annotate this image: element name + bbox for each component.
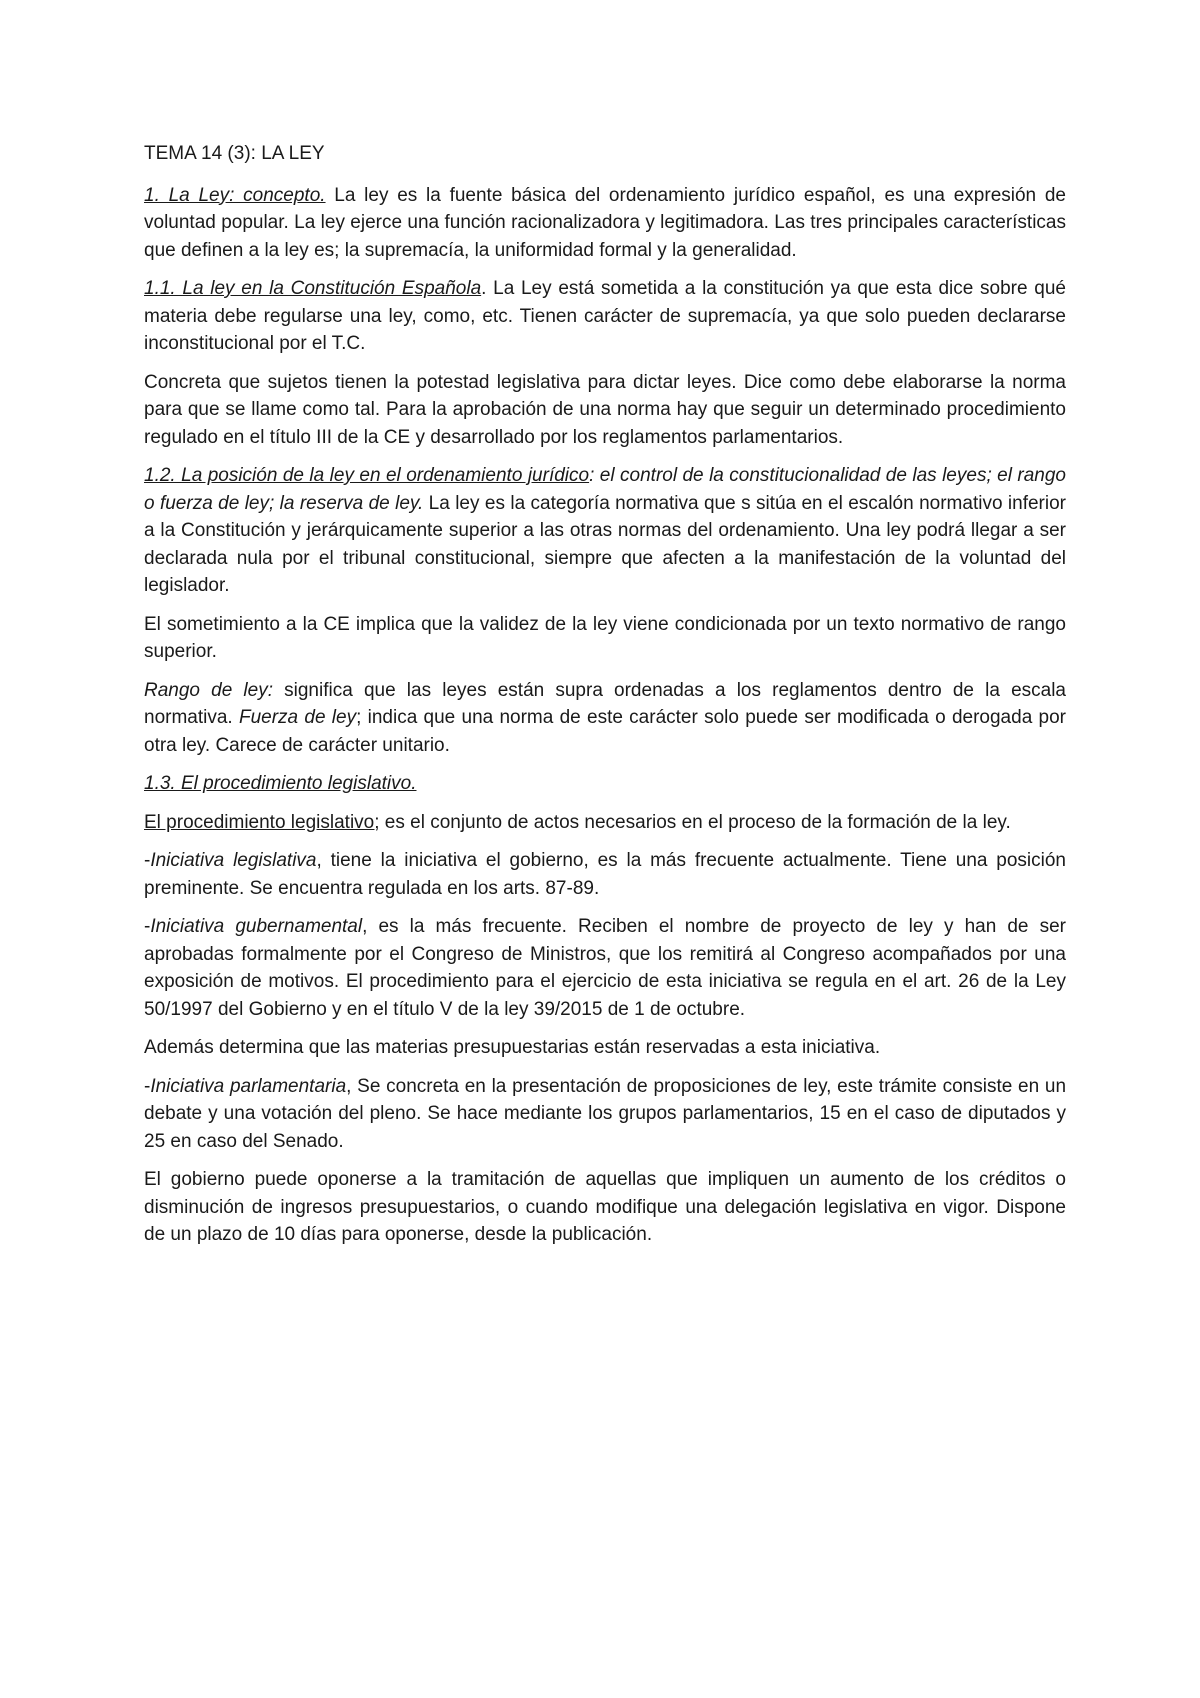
term-iniciativa-legislativa: Iniciativa legislativa — [150, 850, 317, 871]
paragraph-text: Concreta que sujetos tienen la potestad legislativa para dictar leyes. Dice como debe elaborarse la norma para que se llame como tal. Para la aprobación de una norma hay que seguir un determinado procedimiento regulado en el título III de la CE y desarrollado por los reglamentos parlamentarios. — [144, 371, 1066, 448]
paragraph-rank — [144, 677, 1066, 760]
paragraph-government-initiative — [144, 913, 1066, 1023]
paragraph-text: ; indica que una norma de este carácter solo puede ser modificada o derogada por otra ley. Carece de carácter unitario. — [144, 707, 1066, 756]
term-fuerza-de-ley: Fuerza de ley — [238, 707, 357, 728]
paragraph-text: La ley es la fuente básica del ordenamiento jurídico español, es una expresión de voluntad popular. La ley ejerce una función racionalizadora y legitimadora. Las tres principales características que definen a la ley es; la supremacía, la uniformidad formal y la generalidad. — [144, 184, 1067, 261]
term-iniciativa-gubernamental: Iniciativa gubernamental — [150, 916, 363, 937]
paragraph-text: La ley es la categoría normativa que s sitúa en el escalón normativo inferior a la Constitución y jerárquicamente superior a las otras normas del ordenamiento. Una ley podrá llegar a ser declarada nula por el tribunal constitucional, siempre que afecten a la manifestación de la voluntad del legislador. — [144, 492, 1066, 596]
term-iniciativa-parlamentaria: Iniciativa parlamentaria — [150, 1075, 347, 1097]
paragraph-legislative-power — [144, 369, 1066, 452]
term-procedimiento-legislativo: El procedimiento legislativo; — [144, 811, 380, 833]
section-heading-1-1: 1.1. La ley en la Constitución Española — [144, 278, 482, 299]
paragraph-government-opposition — [144, 1166, 1066, 1249]
dash: - — [144, 1075, 151, 1097]
paragraph-text: El sometimiento a la CE implica que la validez de la ley viene condicionada por un texto normativo de rango superior. — [144, 613, 1066, 662]
paragraph-legislative-initiative — [144, 847, 1066, 902]
dash: - — [144, 850, 151, 871]
paragraph-text: , Se concreta en la presentación de proposiciones de ley, este trámite consiste en un debate y una votación del pleno. Se hace mediante los grupos parlamentarios, 15 en el caso de diputados y 25 en caso del Senado. — [144, 1075, 1067, 1152]
paragraph-text: , tiene la iniciativa el gobierno, es la más frecuente actualmente. Tiene una posición preminente. Se encuentra regulada en los arts. 87-89. — [144, 850, 1066, 899]
paragraph-constitution — [144, 275, 1066, 358]
paragraph-text: es el conjunto de actos necesarios en el proceso de la formación de la ley. — [379, 811, 1011, 833]
paragraph-concept — [144, 182, 1066, 265]
dash: - — [144, 916, 151, 937]
paragraph-text: , es la más frecuente. Reciben el nombre de proyecto de ley y han de ser aprobadas formalmente por el Congreso de Ministros, que los remitirá al Congreso acompañados por una exposición de motivos. El procedimiento para el ejercicio de esta iniciativa se regula en el art. 26 de la Ley 50/1997 del Gobierno y en el título V de la ley 39/2015 de 1 de octubre. — [144, 916, 1066, 1020]
paragraph-text: significa que las leyes están supra ordenadas a los reglamentos dentro de la escala normativa. — [144, 679, 1067, 728]
paragraph-submission — [144, 611, 1066, 666]
paragraph-budget — [144, 1034, 1066, 1062]
paragraph-position — [144, 462, 1066, 600]
paragraph-procedure-heading — [144, 770, 1066, 798]
section-heading-1-3: 1.3. El procedimiento legislativo. — [144, 773, 417, 794]
term-rango-de-ley: Rango de ley: — [144, 679, 273, 701]
section-heading-1: 1. La Ley: concepto. — [144, 184, 326, 206]
paragraph-parliamentary-initiative — [144, 1073, 1066, 1156]
paragraph-italic-text: : el control de la constitucionalidad de las leyes; el rango o fuerza de ley; la reserva de ley. — [144, 465, 1066, 514]
document-title: TEMA 14 (3): LA LEY — [144, 143, 325, 164]
document-page — [144, 140, 1066, 1260]
paragraph-procedure-definition — [144, 809, 1066, 837]
paragraph-text: El gobierno puede oponerse a la tramitación de aquellas que impliquen un aumento de los créditos o disminución de ingresos presupuestarios, o cuando modifique una delegación legislativa en vigor. Dispone de un plazo de 10 días para oponerse, desde la publicación. — [144, 1169, 1066, 1245]
paragraph-text: Además determina que las materias presupuestarias están reservadas a esta iniciativa. — [144, 1037, 881, 1058]
paragraph-text: . La Ley está sometida a la constitución ya que esta dice sobre qué materia debe regularse una ley, como, etc. Tienen carácter de supremacía, ya que solo pueden declararse inconstitucional por el T.C. — [144, 278, 1066, 354]
section-heading-1-2: 1.2. La posición de la ley en el ordenamiento jurídico — [144, 465, 590, 486]
